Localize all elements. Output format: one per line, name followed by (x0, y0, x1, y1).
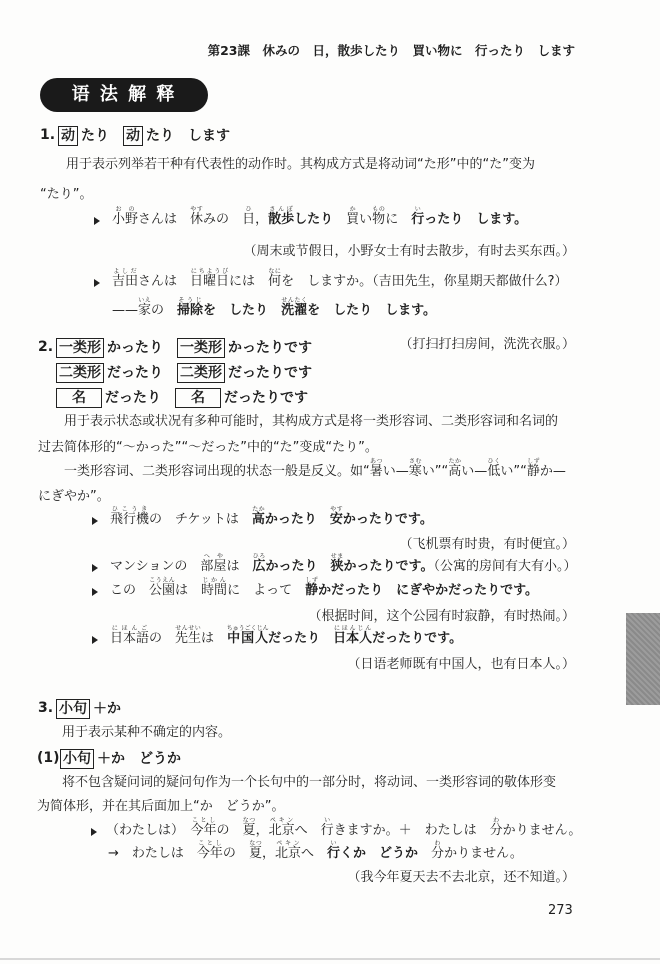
ruby-word (411, 206, 425, 227)
furigana: じかん (201, 577, 228, 584)
ruby-base: 静 (305, 583, 319, 598)
ruby-word (196, 840, 223, 861)
furigana: さんぽ (268, 206, 295, 213)
ruby-word (201, 577, 228, 598)
furigana: せんたく (281, 297, 308, 304)
text-segment: い (359, 212, 373, 227)
example-translation: （飞机票有时贵，有时便宜。） (399, 537, 575, 552)
ruby-base: 北京 (268, 823, 295, 838)
text-segment: へ (300, 846, 327, 861)
ruby-base: 飛行機 (110, 512, 150, 527)
ruby-word (305, 577, 319, 598)
furigana: い (320, 817, 334, 824)
furigana: にちようび (190, 268, 230, 275)
text-segment: には (229, 274, 269, 289)
text-segment: したり (294, 212, 334, 227)
furigana: たか (448, 458, 462, 465)
text-segment: かったりです (228, 340, 312, 356)
description-line (64, 458, 566, 480)
text-segment: ＋か どうか (97, 751, 181, 767)
bullet-icon (92, 636, 98, 644)
ruby-base: 行 (320, 823, 334, 838)
example-sentence (110, 577, 538, 599)
furigana: ちゅうごくじん (226, 625, 269, 632)
furigana: やす (190, 206, 204, 213)
ruby-base: 家 (138, 303, 152, 318)
ruby-base: 散歩 (268, 212, 295, 227)
text-segment: だったり (268, 631, 334, 646)
text-segment: かったりです。 (342, 512, 433, 527)
text-segment: （公寓的房间有大有小。） (433, 559, 577, 574)
text-segment: の (216, 823, 243, 838)
example-sentence (112, 268, 567, 290)
furigana: にほんご (110, 625, 150, 632)
ruby-word (372, 206, 386, 227)
description-line: 将不包含疑问词的疑问句作为一个长句中的一部分时，将动词、一类形容词的敬体形变 (62, 775, 557, 790)
ruby-word (281, 297, 308, 318)
ruby-base: 日本語 (110, 631, 150, 646)
ruby-base: 分 (489, 823, 503, 838)
bullet-icon (94, 279, 100, 287)
ruby-word (320, 817, 334, 838)
boxed-term: 小句 (60, 749, 94, 769)
ruby-base: 分 (431, 846, 445, 861)
text-segment: かりません。 (444, 846, 523, 861)
ruby-word (110, 506, 150, 527)
ruby-base: 休 (190, 212, 204, 227)
text-segment: い— (382, 464, 409, 479)
furigana: い (327, 840, 341, 847)
ruby-base: 掃除 (177, 303, 204, 318)
subsection-heading (60, 749, 181, 769)
ruby-base: 行 (411, 212, 425, 227)
ruby-word (431, 840, 445, 861)
ruby-word (248, 840, 262, 861)
ruby-base: 高 (448, 464, 462, 479)
boxed-term: 名 (56, 388, 102, 408)
furigana: い (411, 206, 425, 213)
bullet-icon (92, 564, 98, 572)
ruby-word (333, 625, 373, 646)
furigana: ことし (196, 840, 223, 847)
text-segment: —— (112, 303, 138, 318)
furigana: なつ (242, 817, 256, 824)
section-heading (58, 126, 230, 146)
ruby-word (190, 817, 217, 838)
furigana: いえ (138, 297, 152, 304)
example-translation: （周末或节假日，小野女士有时去散步，有时去买东西。） (243, 244, 575, 259)
ruby-base: 北京 (274, 846, 301, 861)
ruby-base: 何 (268, 274, 282, 289)
text-segment: ， (255, 823, 269, 838)
ruby-word (489, 817, 503, 838)
ruby-base: 夏 (248, 846, 262, 861)
furigana: せんせい (175, 625, 202, 632)
furigana: ことし (190, 817, 217, 824)
boxed-term: 小句 (56, 699, 90, 719)
furigana: せま (330, 553, 344, 560)
furigana: しず (305, 577, 319, 584)
furigana: わ (489, 817, 503, 824)
text-segment: かったり (107, 340, 177, 356)
boxed-term: 二类形 (56, 363, 104, 383)
text-segment: ， (255, 212, 269, 227)
bullet-icon (92, 517, 98, 525)
ruby-base: 買 (346, 212, 360, 227)
ruby-base: 時間 (201, 583, 228, 598)
description-line: 过去简体形的“～かった”“～だった”中的“た”变成“たり”。 (38, 440, 378, 455)
text-segment: ， (261, 846, 275, 861)
example-sentence (112, 297, 436, 319)
ruby-base: 狭 (330, 559, 344, 574)
ruby-word (268, 817, 295, 838)
boxed-term: 一类形 (177, 338, 225, 358)
ruby-word (112, 268, 139, 289)
text-segment: かりません。 (502, 823, 582, 838)
furigana: しず (526, 458, 540, 465)
ruby-word (274, 840, 301, 861)
text-segment: は (175, 583, 202, 598)
ruby-base: 高 (251, 512, 265, 527)
ruby-word (138, 297, 152, 318)
furigana: ひこうき (110, 506, 150, 513)
text-segment: さんは (138, 274, 191, 289)
text-segment: を したり (203, 303, 282, 318)
ruby-word (526, 458, 540, 479)
ruby-word (112, 206, 139, 227)
ruby-word (408, 458, 422, 479)
section-heading (56, 699, 121, 719)
example-sentence (110, 506, 433, 528)
text-segment (333, 212, 346, 227)
text-segment: か— (539, 464, 566, 479)
section-heading (56, 363, 312, 383)
furigana: なつ (248, 840, 262, 847)
furigana: おの (112, 206, 139, 213)
text-segment: だったり (107, 365, 177, 381)
text-segment: だったりです。 (372, 631, 463, 646)
text-segment: （わたしは） (106, 823, 191, 838)
text-segment: い”“ (500, 464, 527, 479)
example-sentence (112, 206, 527, 228)
ruby-base: 先生 (175, 631, 202, 646)
section-number: 3. (38, 700, 54, 716)
example-translation: （根据时间，这个公园有时寂静，有时热闹。） (308, 609, 575, 624)
page-edge (0, 958, 660, 960)
text-segment: に (385, 212, 412, 227)
ruby-base: 吉田 (112, 274, 139, 289)
ruby-word (268, 206, 295, 227)
text-segment: は (201, 631, 228, 646)
text-segment: は (226, 559, 253, 574)
text-segment: かったり (265, 559, 331, 574)
ruby-base: 暑 (369, 464, 383, 479)
furigana: ペキン (268, 817, 295, 824)
text-segment: ＋か (93, 701, 121, 717)
text-segment: の (151, 303, 178, 318)
text-segment: → わたしは (108, 846, 197, 861)
ruby-word (175, 625, 202, 646)
ruby-base: 寒 (408, 464, 422, 479)
description-line (38, 489, 110, 505)
furigana: にほんじん (333, 625, 373, 632)
text-segment (418, 846, 431, 861)
boxed-term: 动 (123, 126, 143, 146)
description-line: 为简体形，并在其后面加上“か どうか”。 (37, 799, 285, 814)
text-segment: だったりです (228, 365, 312, 381)
text-segment: の チケットは (149, 512, 252, 527)
ruby-word (226, 625, 269, 646)
ruby-base: 部屋 (200, 559, 227, 574)
text-segment: かったりです。 (343, 559, 434, 574)
furigana: さむ (408, 458, 422, 465)
furigana: なに (268, 268, 282, 275)
example-sentence (106, 817, 581, 839)
text-segment: きますか。＋ わたしは (333, 823, 490, 838)
boxed-term: 二类形 (177, 363, 225, 383)
page-number: 273 (548, 903, 573, 918)
ruby-base: 安 (329, 512, 343, 527)
text-segment: みの (203, 212, 243, 227)
subsection-number: (1) (37, 750, 60, 766)
description-line: 用于表示状态或状况有多种可能时，其构成方式是将一类形容词、二类形容词和名词的 (64, 414, 559, 429)
text-segment: たり (81, 128, 123, 144)
ruby-base: 日曜日 (190, 274, 230, 289)
text-segment: さんは (138, 212, 191, 227)
ruby-word (200, 553, 227, 574)
ruby-word (110, 625, 150, 646)
text-segment: くか どうか (340, 846, 419, 861)
example-translation: （我今年夏天去不去北京，还不知道。） (347, 870, 575, 885)
boxed-term: 动 (58, 126, 78, 146)
boxed-term: 一类形 (56, 338, 104, 358)
ruby-base: 中国人 (226, 631, 269, 646)
ruby-base: 低 (487, 464, 501, 479)
section-heading (56, 388, 308, 408)
text-segment: を したり します。 (307, 303, 437, 318)
text-segment: この (110, 583, 150, 598)
bullet-icon (92, 588, 98, 596)
text-segment: たり します (146, 128, 230, 144)
chapter-thumb-tab (626, 613, 660, 705)
furigana: ひ (242, 206, 256, 213)
example-translation: （日语老师既有中国人，也有日本人。） (347, 657, 575, 672)
ruby-word (190, 206, 204, 227)
text-segment: だったり (105, 390, 175, 406)
text-segment: ったり します。 (424, 212, 528, 227)
section-heading (56, 338, 312, 358)
text-segment: かったり (264, 512, 330, 527)
furigana: ひく (487, 458, 501, 465)
ruby-base: 今年 (190, 823, 217, 838)
description-line: 用于表示列举若干种有代表性的动作时。其构成方式是将动词“た形”中的“た”变为 (66, 157, 535, 172)
ruby-word (242, 817, 256, 838)
furigana: ひろ (252, 553, 266, 560)
ruby-base: 広 (252, 559, 266, 574)
furigana: やす (329, 506, 343, 513)
furigana: か (346, 206, 360, 213)
text-segment: へ (294, 823, 321, 838)
ruby-base: 小野 (112, 212, 139, 227)
ruby-base: 行 (327, 846, 341, 861)
ruby-word (149, 577, 176, 598)
ruby-base: 日 (242, 212, 256, 227)
ruby-word (327, 840, 341, 861)
bullet-icon (94, 217, 100, 225)
example-translation: （打扫打扫房间，洗洗衣服。） (399, 337, 575, 352)
boxed-term: 名 (175, 388, 221, 408)
example-sentence (108, 840, 523, 862)
furigana: わ (431, 840, 445, 847)
ruby-word (330, 553, 344, 574)
example-sentence (110, 625, 462, 647)
example-sentence (110, 553, 576, 575)
ruby-base: 公園 (149, 583, 176, 598)
furigana: たか (251, 506, 265, 513)
ruby-base: 今年 (196, 846, 223, 861)
running-header: 第23課 休みの 日，散歩したり 買い物に 行ったり します (207, 43, 575, 58)
ruby-word (252, 553, 266, 574)
ruby-word (487, 458, 501, 479)
furigana: ペキン (274, 840, 301, 847)
furigana: こうえん (149, 577, 176, 584)
text-segment: の (149, 631, 176, 646)
description-line: 用于表示某种不确定的内容。 (62, 725, 232, 740)
ruby-word (346, 206, 360, 227)
furigana: よしだ (112, 268, 139, 275)
furigana: へや (200, 553, 227, 560)
ruby-base: 物 (372, 212, 386, 227)
ruby-word (329, 506, 343, 527)
ruby-base: 洗濯 (281, 303, 308, 318)
ruby-word (448, 458, 462, 479)
furigana: もの (372, 206, 386, 213)
ruby-word (242, 206, 256, 227)
ruby-base: 静 (526, 464, 540, 479)
furigana: そうじ (177, 297, 204, 304)
section-number: 1. (40, 127, 56, 143)
ruby-word (268, 268, 282, 289)
text-segment: にぎやか”。 (38, 489, 110, 504)
text-segment: い”“ (421, 464, 449, 479)
text-segment: だったりです (224, 390, 308, 406)
ruby-word (251, 506, 265, 527)
section-number: 2. (38, 339, 54, 355)
text-segment: を しますか。（吉田先生，你星期天都做什么?） (281, 274, 568, 289)
ruby-word (177, 297, 204, 318)
ruby-base: 夏 (242, 823, 256, 838)
text-segment: い— (461, 464, 488, 479)
ruby-word (369, 458, 383, 479)
furigana: あつ (369, 458, 383, 465)
text-segment: かだったり にぎやかだったりです。 (318, 583, 539, 598)
description-line: “たり”。 (40, 187, 93, 202)
ruby-base: 日本人 (333, 631, 373, 646)
text-segment: に よって (227, 583, 306, 598)
text-segment: 一类形容词、二类形容词出现的状态一般是反义。如“ (64, 464, 370, 479)
ruby-word (190, 268, 230, 289)
bullet-icon (91, 828, 97, 836)
text-segment: の (222, 846, 249, 861)
section-title-badge: 语 法 解 释 (40, 78, 208, 112)
text-segment: マンションの (110, 559, 201, 574)
